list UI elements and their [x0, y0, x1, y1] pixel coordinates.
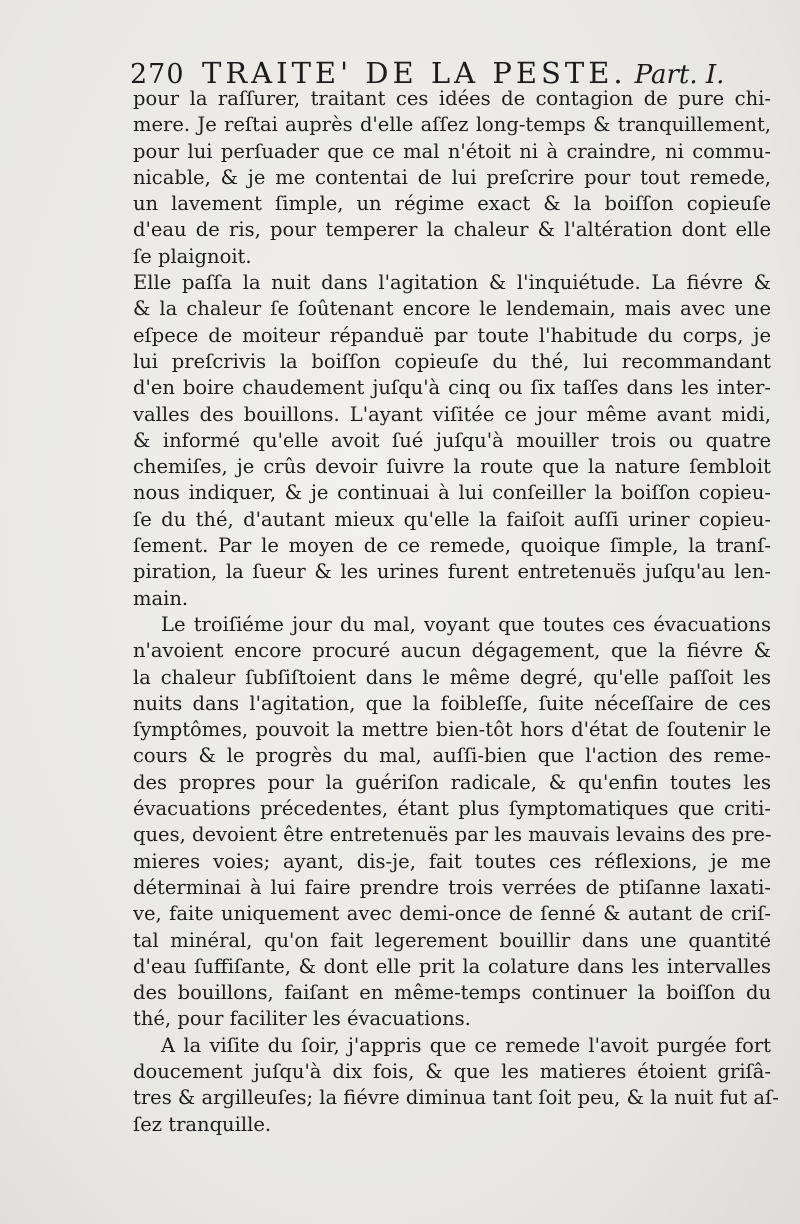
text-line: ſymptômes, pouvoit la mettre bien-tôt hors d'état de ſoutenir le: [133, 718, 771, 742]
text-line: pour lui perſuader que ce mal n'étoit ni à craindre, ni commu-: [133, 139, 771, 163]
text-line: mieres voies; ayant, dis-je, fait toutes ces réflexions, je me: [133, 849, 771, 873]
running-header: [130, 56, 725, 90]
text-line: nous indiquer, & je continuai à lui conſeiller la boiſſon copieu-: [133, 481, 771, 505]
text-line: pour la raſſurer, traitant ces idées de contagion de pure chi-: [133, 87, 771, 110]
text-line: des propres pour la guériſon radicale, & qu'enfin toutes les: [133, 770, 771, 794]
text-line: ques, devoient être entretenuës par les mauvais levains des pre-: [133, 823, 772, 847]
text-line: nuits dans l'agitation, que la foibleſſe, ſuite néceſſaire de ces: [133, 691, 771, 715]
text-line: mere. Je reſtai auprès d'elle aſſez long-temps & tranquillement,: [133, 113, 771, 137]
text-line: Elle paſſa la nuit dans l'agitation & l'inquiétude. La fiévre &: [133, 271, 771, 295]
text-line: cours & le progrès du mal, auſſi-bien que l'action des reme-: [133, 744, 771, 768]
text-line: lui preſcrivis la boiſſon copieuſe du thé, lui recommandant: [133, 349, 771, 373]
text-line: eſpece de moiteur répanduë par toute l'habitude du corps, je: [133, 323, 771, 347]
text-line: d'eau de ris, pour temperer la chaleur & l'altération dont elle: [133, 218, 771, 242]
text-line: ve, faite uniquement avec demi-once de ſenné & autant de criſ-: [133, 902, 771, 926]
text-line: ſe plaignoit.: [133, 244, 252, 268]
text-line: tres & argilleuſes; la fiévre diminua tant ſoit peu, & la nuit fut aſ-: [133, 1086, 779, 1110]
text-line: déterminai à lui faire prendre trois verrées de ptiſanne laxati-: [133, 875, 771, 899]
text-line: nicable, & je me contentai de lui preſcrire pour tout remede,: [133, 165, 771, 189]
text-line: la chaleur ſubſiſtoient dans le même degré, qu'elle paſſoit les: [133, 665, 771, 689]
text-line: ſement. Par le moyen de ce remede, quoique ſimple, la tranſ-: [133, 534, 771, 558]
text-line: un lavement ſimple, un régime exact & la boiſſon copieuſe: [133, 192, 771, 216]
text-line: chemiſes, je crûs devoir ſuivre la route que la nature ſembloit: [133, 455, 771, 479]
text-line: & informé qu'elle avoit ſué juſqu'à mouiller trois ou quatre: [133, 428, 771, 452]
text-line: thé, pour faciliter les évacuations.: [133, 1007, 471, 1031]
text-line: doucement juſqu'à dix fois, & que les matieres étoient griſâ-: [133, 1059, 771, 1083]
text-line: main.: [133, 586, 189, 610]
text-line: ſe du thé, d'autant mieux qu'elle la faiſoit auſſi uriner copieu-: [133, 507, 771, 531]
part-label: Part. I.: [634, 60, 725, 90]
text-line: évacuations précedentes, étant plus ſymptomatiques que criti-: [133, 797, 771, 821]
text-line: tal minéral, qu'on fait legerement bouillir dans une quantité: [133, 928, 771, 952]
text-line: n'avoient encore procuré aucun dégagement, que la fiévre &: [133, 639, 771, 663]
text-line: des bouillons, faiſant en même-temps continuer la boiſſon du: [133, 981, 771, 1005]
text-line: ſez tranquille.: [133, 1112, 272, 1136]
page-number: 270: [130, 59, 185, 90]
text-line: Le troiſiéme jour du mal, voyant que toutes ces évacuations: [161, 612, 771, 636]
text-line: A la viſite du ſoir, j'appris que ce remede l'avoit purgée fort: [161, 1033, 771, 1057]
text-line: valles des bouillons. L'ayant viſitée ce jour même avant midi,: [133, 402, 771, 426]
running-title: TRAITE' DE LA PESTE.: [202, 56, 627, 90]
text-line: d'en boire chaudement juſqu'à cinq ou ſix taſſes dans les inter-: [133, 376, 771, 400]
body-text: [133, 86, 779, 1138]
text-line: d'eau ſuffiſante, & dont elle prit la colature dans les intervalles: [133, 954, 771, 978]
text-line: piration, la ſueur & les urines furent entretenuës juſqu'au len-: [133, 560, 771, 584]
text-line: & la chaleur ſe ſoûtenant encore le lendemain, mais avec une: [133, 297, 771, 321]
